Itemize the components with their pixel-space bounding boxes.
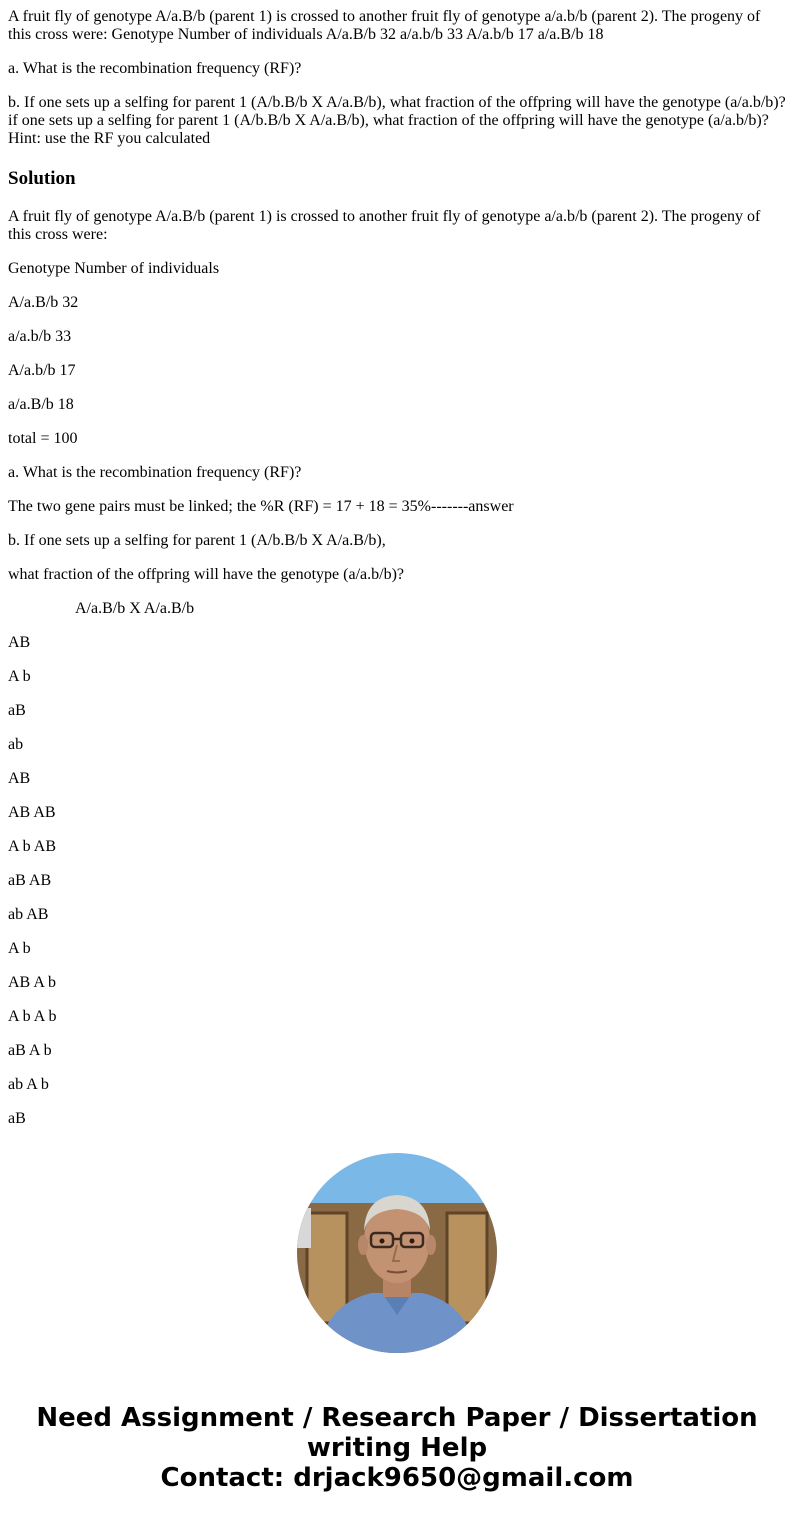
gamete-line: A b [8, 668, 31, 685]
solution-part-b-line2: what fraction of the offpring will have the genotype (a/a.b/b)? [8, 566, 405, 583]
solution-intro: A fruit fly of genotype A/a.B/b (parent 1) is crossed to another fruit fly of genotype a/a.b/b (parent 2). The progeny of this cross were: [8, 208, 761, 243]
progeny-row: A/a.b/b 17 [8, 362, 76, 379]
left-eye [380, 1239, 385, 1244]
carved-panel-right [447, 1213, 487, 1323]
gamete-line: AB [8, 770, 31, 787]
gamete-line: aB [8, 1110, 26, 1127]
table-header: Genotype Number of individuals [8, 260, 220, 277]
wall-switch [297, 1208, 311, 1248]
gamete-line: aB AB [8, 872, 52, 889]
gamete-line: aB [8, 702, 26, 719]
portrait-illustration [297, 1153, 497, 1353]
progeny-row: a/a.B/b 18 [8, 396, 74, 413]
cross-line: A/a.B/b X A/a.B/b [75, 600, 195, 617]
author-photo [297, 1153, 497, 1353]
gamete-line: ab AB [8, 906, 49, 923]
question-intro: A fruit fly of genotype A/a.B/b (parent 1) is crossed to another fruit fly of genotype a/a.b/b (parent 2). The progeny of this cross were: Genotype Number of individuals A/a.B/b 32 a/a.b/b 33 A/a.b/b 17 a/a.B/b 18 [8, 8, 761, 43]
left-ear [358, 1235, 368, 1255]
right-eye [410, 1239, 415, 1244]
gamete-line: A b A b [8, 1008, 57, 1025]
right-ear [426, 1235, 436, 1255]
gamete-line: A b [8, 940, 31, 957]
answer-a: The two gene pairs must be linked; the %R (RF) = 17 + 18 = 35%-------answer [8, 498, 514, 515]
carved-panel-left [307, 1213, 347, 1323]
promo-line-1: Need Assignment / Research Paper / Dissertation [36, 1403, 758, 1433]
gamete-line: AB A b [8, 974, 57, 991]
promo-line-2: writing Help [306, 1433, 488, 1463]
gamete-line: ab A b [8, 1076, 49, 1093]
gamete-line: AB [8, 634, 31, 651]
gamete-line: A b AB [8, 838, 57, 855]
promo-contact: Contact: drjack9650@gmail.com [160, 1463, 634, 1493]
promo-banner [0, 1403, 794, 1493]
gamete-line: ab [8, 736, 24, 753]
gamete-line: aB A b [8, 1042, 52, 1059]
progeny-row: A/a.B/b 32 [8, 294, 79, 311]
gamete-line: AB AB [8, 804, 56, 821]
question-part-b: b. If one sets up a selfing for parent 1 (A/b.B/b X A/a.B/b), what fraction of the offpring will have the genotype (a/a.b/b)? if one sets up a selfing for parent 1 (A/b.B/b X A/a.B/b), what fraction of the offpring will have the genotype (a/a.b/b)? Hint: use the RF you calculated [8, 94, 786, 147]
solution-heading: Solution [8, 168, 76, 189]
solution-part-a: a. What is the recombination frequency (RF)? [8, 464, 302, 481]
solution-part-b-line1: b. If one sets up a selfing for parent 1 (A/b.B/b X A/a.B/b), [8, 532, 386, 549]
progeny-row: a/a.b/b 33 [8, 328, 72, 345]
question-part-a: a. What is the recombination frequency (RF)? [8, 60, 302, 77]
total-line: total = 100 [8, 430, 78, 447]
